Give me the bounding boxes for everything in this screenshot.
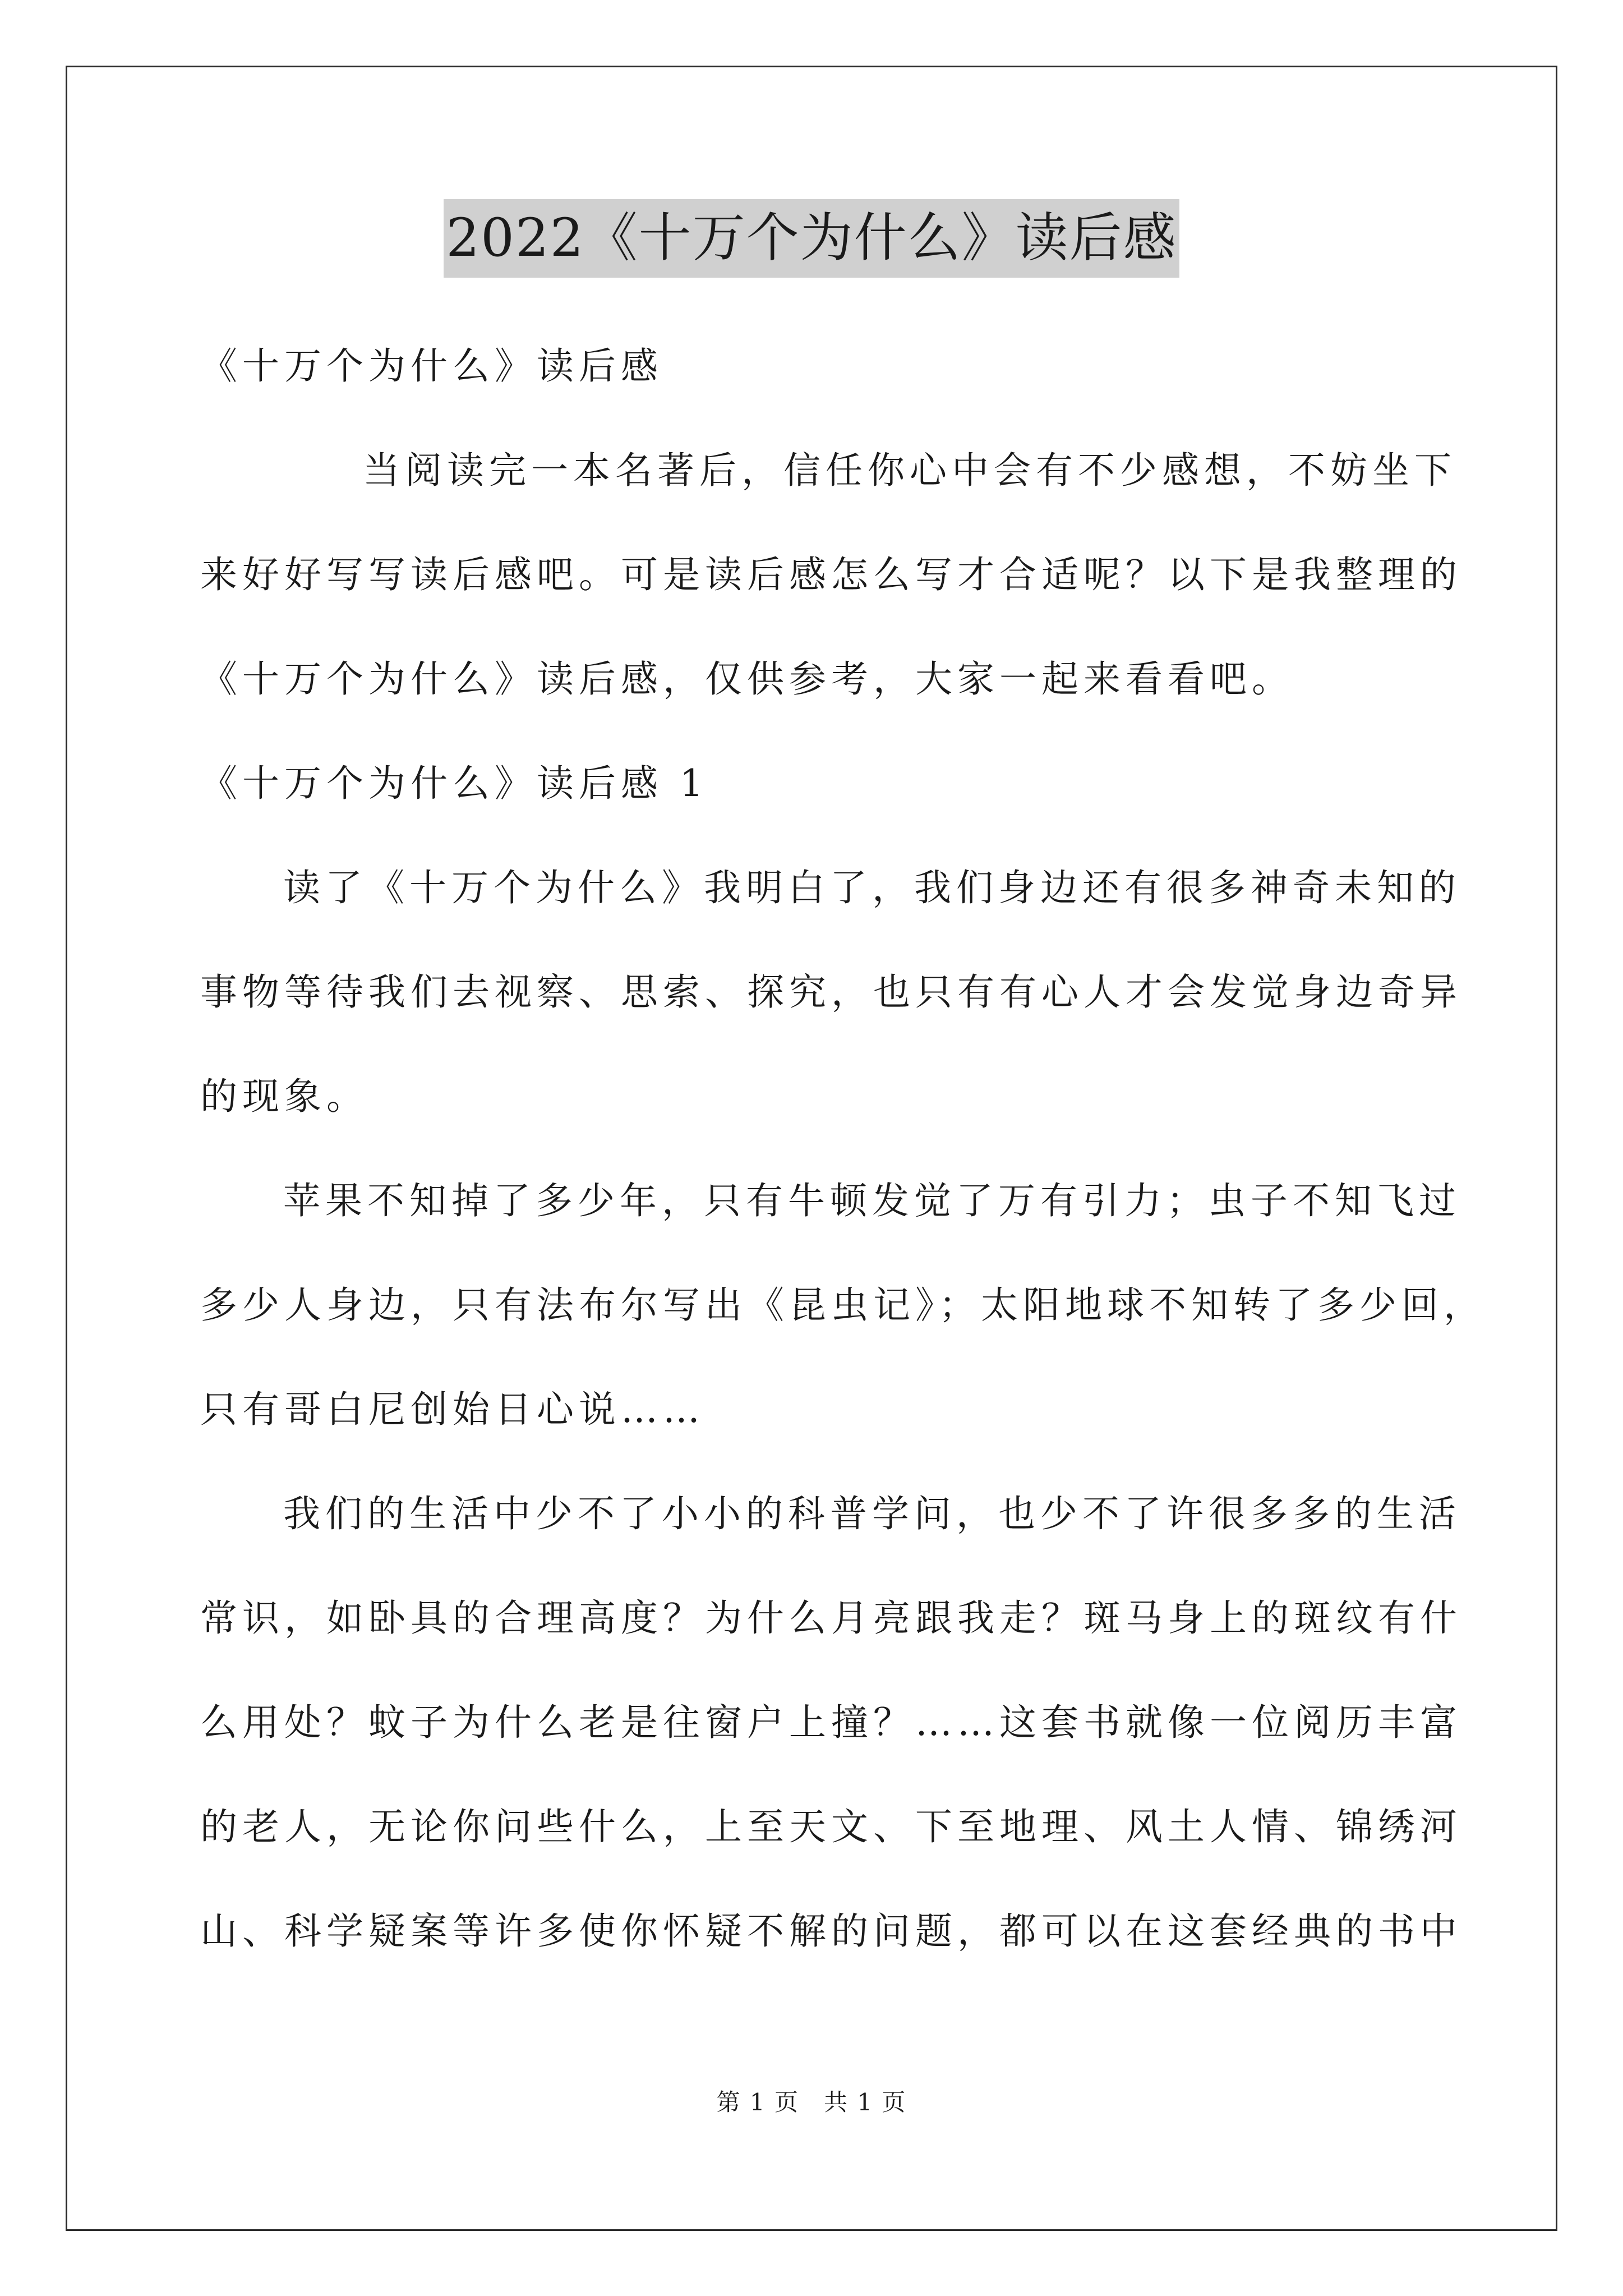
text-line: 苹果不知掉了多少年，只有牛顿发觉了万有引力；虫子不知飞过 (283, 1179, 1461, 1222)
text-line: 只有哥白尼创始日心说…… (200, 1388, 705, 1431)
text-line: 的现象。 (200, 1075, 368, 1118)
text-line: 当阅读完一本名著后，信任你心中会有不少感想，不妨坐下 (363, 449, 1456, 492)
page-footer: 第 1 页 共 1 页 (716, 2088, 907, 2116)
text-line: 《十万个为什么》读后感 (200, 344, 663, 388)
text-line: 事物等待我们去视察、思索、探究，也只有有心人才会发觉身边奇异 (200, 970, 1462, 1014)
document-title: 2022《十万个为什么》读后感 (444, 199, 1179, 278)
text-line: 常识，如卧具的合理高度？为什么月亮跟我走？斑马身上的斑纹有什 (200, 1596, 1462, 1640)
text-line: 来好好写写读后感吧。可是读后感怎么写才合适呢？以下是我整理的 (200, 553, 1462, 596)
document-body (200, 314, 1486, 1984)
text-line: 多少人身边，只有法布尔写出《昆虫记》；太阳地球不知转了多少回， (200, 1283, 1486, 1327)
text-line: 山、科学疑案等许多使你怀疑不解的问题，都可以在这套经典的书中 (200, 1910, 1462, 1953)
text-line: 《十万个为什么》读后感，仅供参考，大家一起来看看吧。 (200, 657, 1294, 701)
text-line: 么用处？蚊子为什么老是往窗户上撞？……这套书就像一位阅历丰富 (200, 1701, 1462, 1744)
title-container (0, 199, 1623, 278)
text-line: 读了《十万个为什么》我明白了，我们身边还有很多神奇未知的 (283, 866, 1461, 909)
text-line: 我们的生活中少不了小小的科普学问，也少不了许很多多的生活 (283, 1492, 1461, 1535)
section-heading: 《十万个为什么》读后感 1 (200, 762, 708, 805)
text-line: 的老人，无论你问些什么，上至天文、下至地理、风土人情、锦绣河 (200, 1805, 1462, 1848)
